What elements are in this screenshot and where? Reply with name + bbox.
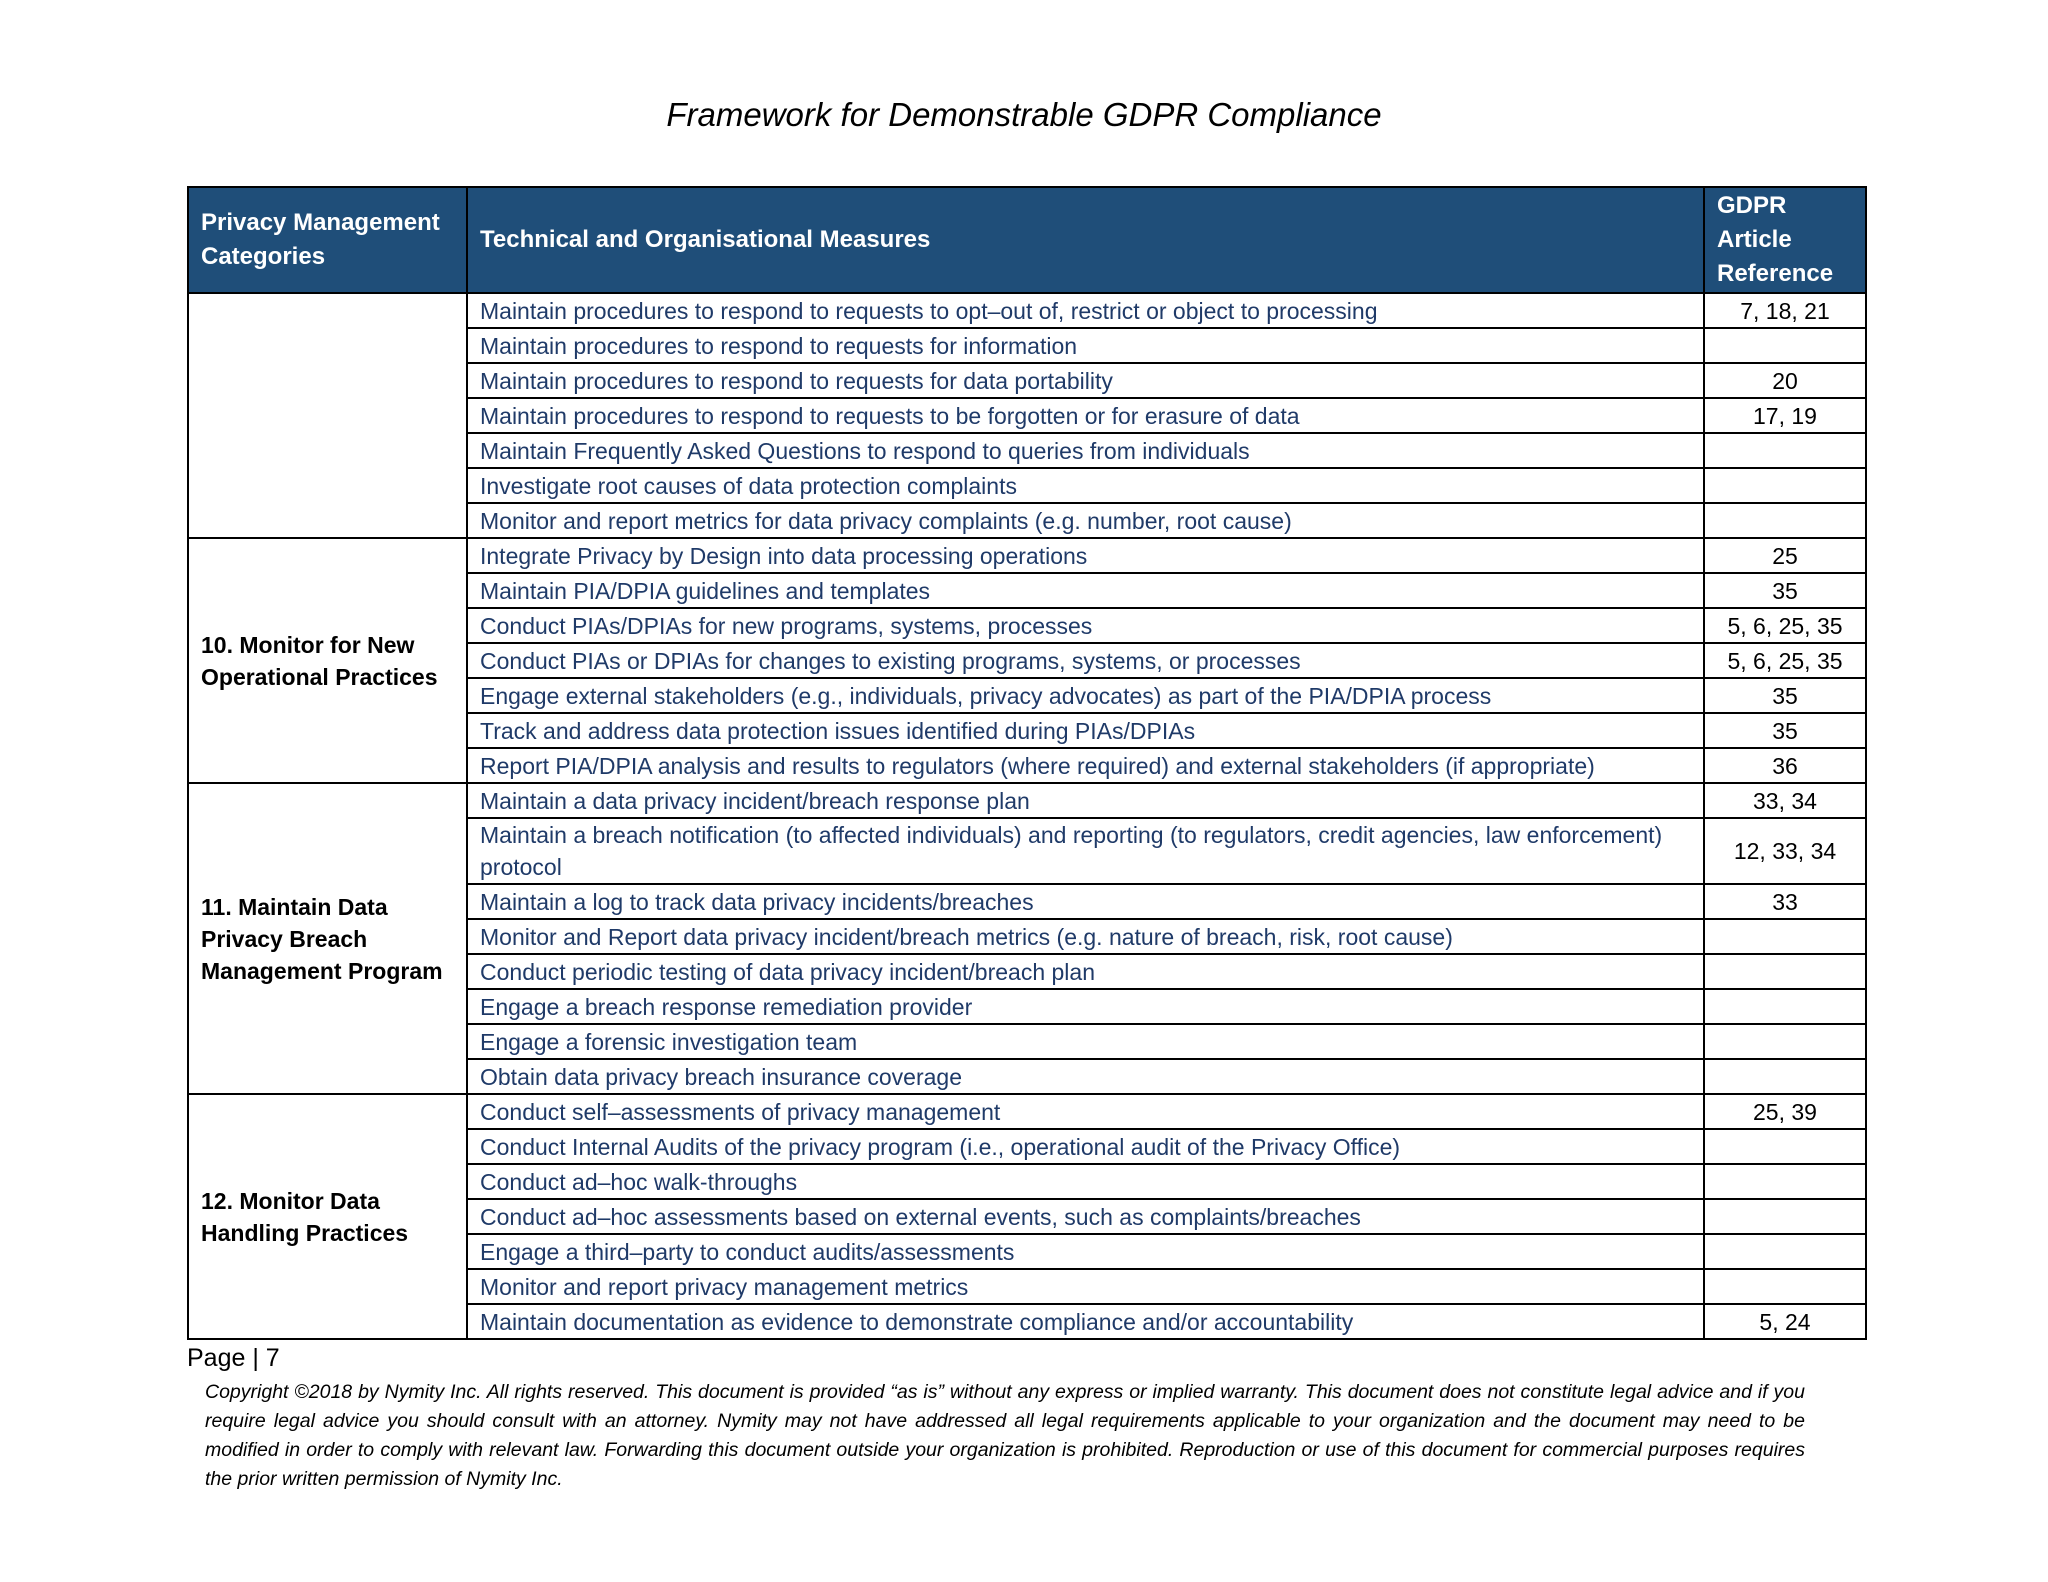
measure-cell: Engage a third–party to conduct audits/assessments [467,1234,1704,1269]
measure-cell: Conduct PIAs/DPIAs for new programs, systems, processes [467,608,1704,643]
article-reference-cell: 36 [1704,748,1866,783]
page-number: Page | 7 [187,1344,280,1372]
measure-cell: Investigate root causes of data protection complaints [467,468,1704,503]
article-reference-cell: 25 [1704,538,1866,573]
header-reference: GDPR Article Reference [1704,187,1866,293]
measure-cell: Maintain a log to track data privacy incidents/breaches [467,884,1704,919]
category-cell: 12. Monitor Data Handling Practices [188,1094,467,1339]
measure-cell: Conduct periodic testing of data privacy incident/breach plan [467,954,1704,989]
measure-cell: Maintain procedures to respond to requests for data portability [467,363,1704,398]
header-category: Privacy Management Categories [188,187,467,293]
measure-cell: Conduct self–assessments of privacy management [467,1094,1704,1129]
measure-cell: Engage a breach response remediation provider [467,989,1704,1024]
article-reference-cell [1704,1059,1866,1094]
article-reference-cell [1704,1024,1866,1059]
measure-cell: Conduct ad–hoc walk-throughs [467,1164,1704,1199]
measure-cell: Integrate Privacy by Design into data processing operations [467,538,1704,573]
compliance-table [187,186,1867,1340]
article-reference-cell [1704,919,1866,954]
measure-cell: Engage a forensic investigation team [467,1024,1704,1059]
article-reference-cell: 17, 19 [1704,398,1866,433]
article-reference-cell [1704,468,1866,503]
article-reference-cell [1704,1269,1866,1304]
article-reference-cell: 35 [1704,713,1866,748]
article-reference-cell: 25, 39 [1704,1094,1866,1129]
category-cell: 10. Monitor for New Operational Practices [188,538,467,783]
article-reference-cell: 5, 6, 25, 35 [1704,643,1866,678]
article-reference-cell: 35 [1704,573,1866,608]
measure-cell: Report PIA/DPIA analysis and results to regulators (where required) and external stakeholders (if appropriate) [467,748,1704,783]
article-reference-cell [1704,433,1866,468]
table-row [188,1094,1866,1129]
article-reference-cell: 5, 6, 25, 35 [1704,608,1866,643]
measure-cell: Conduct ad–hoc assessments based on external events, such as complaints/breaches [467,1199,1704,1234]
measure-cell: Maintain procedures to respond to requests for information [467,328,1704,363]
measure-cell: Monitor and report metrics for data privacy complaints (e.g. number, root cause) [467,503,1704,538]
table-header-row [188,187,1866,293]
article-reference-cell [1704,328,1866,363]
measure-cell: Maintain a data privacy incident/breach response plan [467,783,1704,818]
measure-cell: Maintain PIA/DPIA guidelines and templates [467,573,1704,608]
table-row [188,783,1866,818]
measure-cell: Maintain a breach notification (to affected individuals) and reporting (to regulators, credit agencies, law enforcement) protocol [467,818,1704,884]
table-row [188,293,1866,328]
header-measures: Technical and Organisational Measures [467,187,1704,293]
measure-cell: Maintain procedures to respond to requests to opt–out of, restrict or object to processing [467,293,1704,328]
article-reference-cell [1704,1164,1866,1199]
article-reference-cell [1704,1234,1866,1269]
measure-cell: Conduct Internal Audits of the privacy program (i.e., operational audit of the Privacy Office) [467,1129,1704,1164]
article-reference-cell: 12, 33, 34 [1704,818,1866,884]
article-reference-cell: 5, 24 [1704,1304,1866,1339]
table-row [188,538,1866,573]
document-title: Framework for Demonstrable GDPR Compliance [666,96,1382,133]
measure-cell: Monitor and report privacy management metrics [467,1269,1704,1304]
article-reference-cell [1704,503,1866,538]
measure-cell: Monitor and Report data privacy incident/breach metrics (e.g. nature of breach, risk, root cause) [467,919,1704,954]
article-reference-cell: 33 [1704,884,1866,919]
measure-cell: Obtain data privacy breach insurance coverage [467,1059,1704,1094]
article-reference-cell: 33, 34 [1704,783,1866,818]
article-reference-cell [1704,1199,1866,1234]
article-reference-cell [1704,989,1866,1024]
article-reference-cell: 7, 18, 21 [1704,293,1866,328]
measure-cell: Maintain procedures to respond to requests to be forgotten or for erasure of data [467,398,1704,433]
article-reference-cell: 35 [1704,678,1866,713]
copyright-notice: Copyright ©2018 by Nymity Inc. All rights reserved. This document is provided “as is” without any express or implied warranty. This document does not constitute legal advice and if you require legal advice you should consult with an attorney. Nymity may not have addressed all legal requirements applicable to your organization and the document may need to be modified in order to comply with relevant law. Forwarding this document outside your organization is prohibited. Reproduction or use of this document for commercial purposes requires the prior written permission of Nymity Inc. [205,1381,1805,1490]
category-cell: 11. Maintain Data Privacy Breach Management Program [188,783,467,1094]
category-cell [188,293,467,538]
measure-cell: Engage external stakeholders (e.g., individuals, privacy advocates) as part of the PIA/DPIA process [467,678,1704,713]
measure-cell: Maintain documentation as evidence to demonstrate compliance and/or accountability [467,1304,1704,1339]
article-reference-cell [1704,954,1866,989]
article-reference-cell [1704,1129,1866,1164]
measure-cell: Track and address data protection issues identified during PIAs/DPIAs [467,713,1704,748]
table-body [188,293,1866,1339]
measure-cell: Conduct PIAs or DPIAs for changes to existing programs, systems, or processes [467,643,1704,678]
measure-cell: Maintain Frequently Asked Questions to respond to queries from individuals [467,433,1704,468]
article-reference-cell: 20 [1704,363,1866,398]
